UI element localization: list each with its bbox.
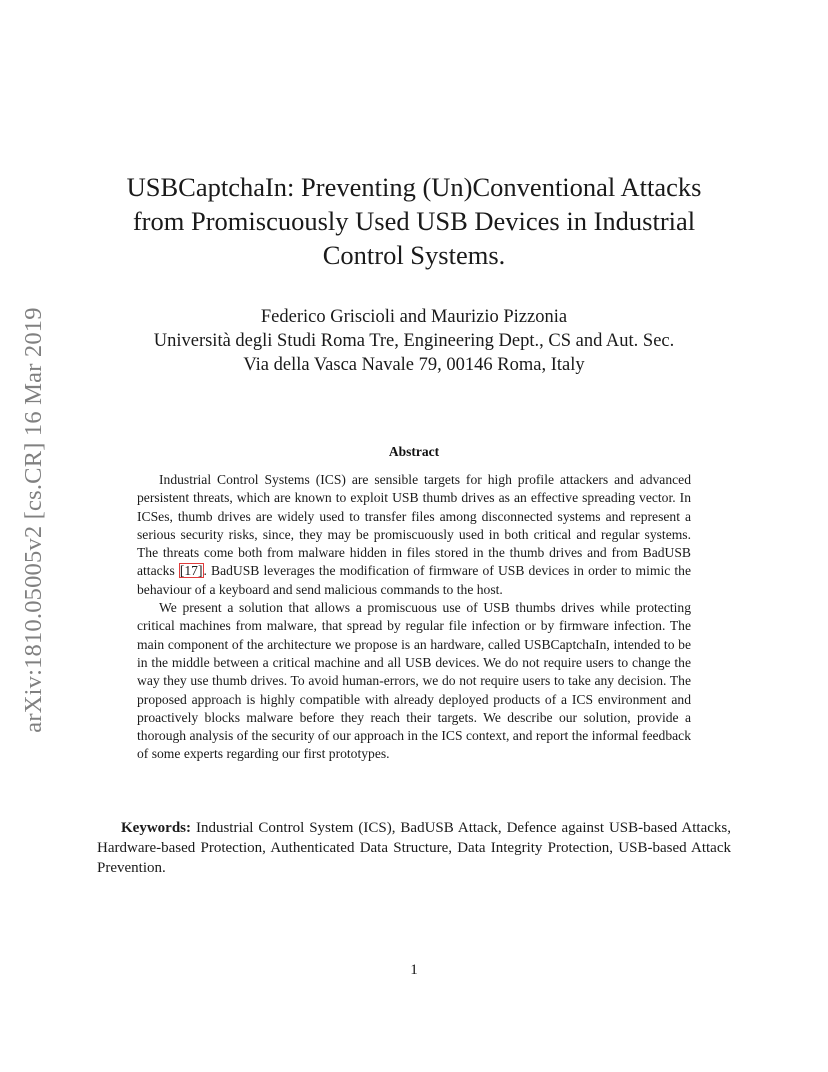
page-number: 1 <box>410 962 418 978</box>
abstract-paragraph-2: We present a solution that allows a promiscuous use of USB thumbs drives while protecting critical machines from malware, that spread by regular file infection or by firmware infection. The main component of the architecture we propose is an hardware, called USBCaptchaIn, intended to be in the middle between a critical machine and all USB devices. We do not require users to change the way they use thumb drives. To avoid human-errors, we do not require users to take any decision. The proposed approach is highly compatible with already deployed products of a ICS environment and proactively blocks malware before they reach their targets. We describe our solution, provide a thorough analysis of the security of our approach in the ICS context, and report the informal feedback of some experts regarding our first prototypes. <box>137 600 691 762</box>
title-line: USBCaptchaIn: Preventing (Un)Conventional Attacks <box>126 172 702 202</box>
title-line: from Promiscuously Used USB Devices in Industrial <box>132 206 696 236</box>
abstract-heading: Abstract <box>388 444 440 459</box>
citation-link[interactable]: [17] <box>179 563 203 579</box>
keywords-section <box>97 819 731 878</box>
abstract-body <box>137 471 691 764</box>
author-address: Via della Vasca Navale 79, 00146 Roma, Italy <box>243 355 585 375</box>
author-affiliation: Università degli Studi Roma Tre, Engineering Dept., CS and Aut. Sec. <box>153 331 675 351</box>
abstract-paragraph-1 <box>137 471 691 599</box>
arxiv-identifier: arXiv:1810.05005v2 [cs.CR] 16 Mar 2019 <box>20 307 47 733</box>
abstract-text: Industrial Control Systems (ICS) are sensible targets for high profile attackers and advanced persistent threats, which are known to exploit USB thumb drives as an effective spreading vector. In ICSes, thumb drives are widely used to transfer files among disconnected systems and represent a serious security risks, since, they may be promiscuously used in both critical and regular systems. The threats come both from malware hidden in files stored in the thumb drives and from BadUSB attacks <box>137 472 691 579</box>
abstract-text: . BadUSB leverages the modification of firmware of USB devices in order to mimic the behaviour of a keyboard and send malicious commands to the host. <box>137 563 692 597</box>
keywords-text: Industrial Control System (ICS), BadUSB Attack, Defence against USB-based Attacks, Hardware-based Protection, Authenticated Data Structure, Data Integrity Protection, USB-based Attack Prevention. <box>97 820 731 876</box>
author-block <box>80 305 748 377</box>
author-names: Federico Griscioli and Maurizio Pizzonia <box>260 307 568 327</box>
keywords-label: Keywords: <box>121 820 191 836</box>
title-line: Control Systems. <box>322 240 506 270</box>
paper-title <box>100 170 728 272</box>
